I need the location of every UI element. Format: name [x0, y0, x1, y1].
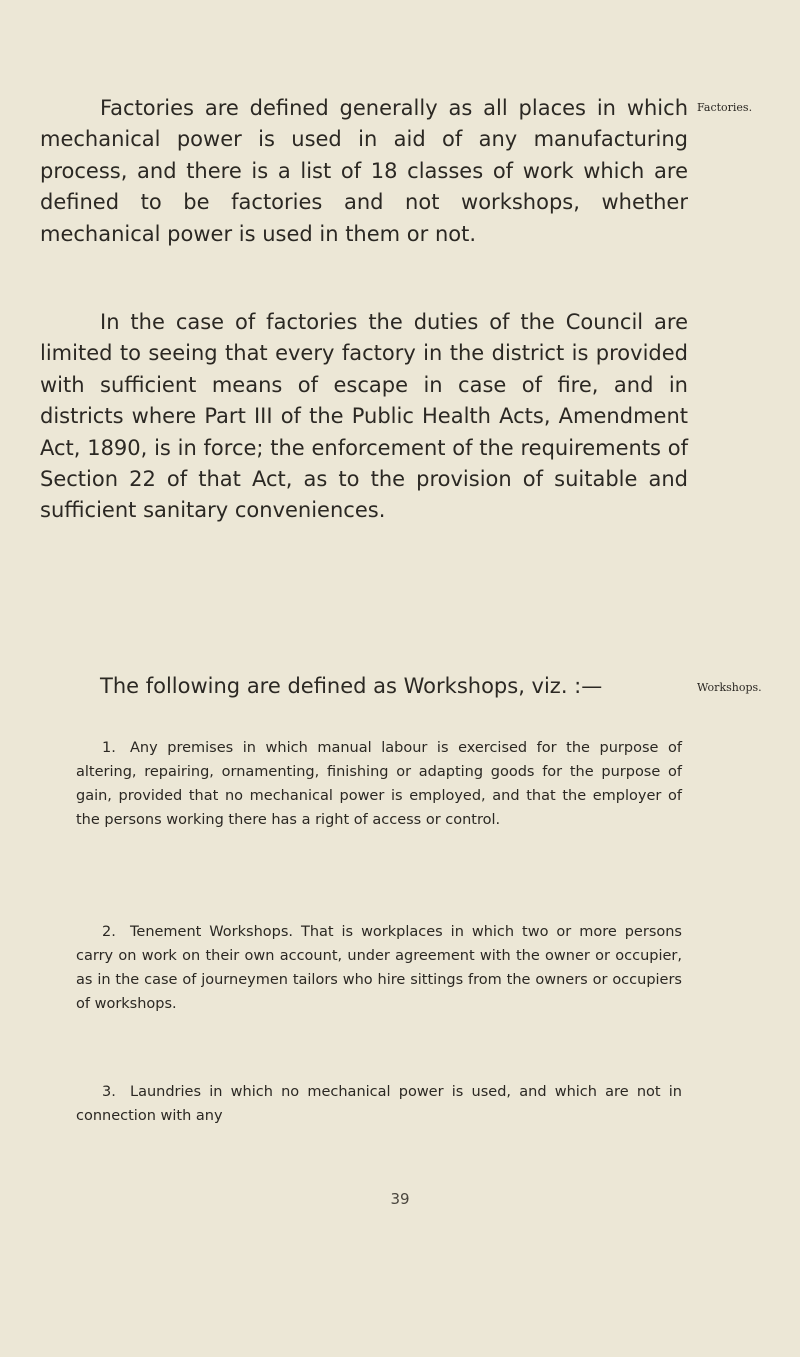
margin-note-workshops: Workshops. [697, 681, 762, 694]
item-text: Any premises in which manual labour is exercised for the purpose of altering, repairing, ornamenting, finishing or adapting goods for the purpose of gain, provided that no mechanical power is employed, and that the employer of the persons working there has a right of access or control. [76, 740, 682, 828]
paragraph-text: The following are defined as Workshops, viz. :— [100, 674, 603, 698]
paragraph-workshops-intro [40, 671, 688, 702]
item-text: Laundries in which no mechanical power is used, and which are not in connection with any [76, 1084, 682, 1124]
margin-note-factories: Factories. [697, 101, 753, 114]
workshop-list-item [76, 920, 682, 1016]
item-text: Tenement Workshops. That is workplaces in which two or more persons carry on work on their own account, under agreement with the owner or occupier, as in the case of journeymen tailors who hire sittings from the owners or occupiers of workshops. [76, 924, 682, 1012]
item-number: 3. [102, 1084, 116, 1100]
workshop-list-item [76, 1080, 682, 1128]
paragraph-text: Factories are defined generally as all places in which mechanical power is used in aid of any manufacturing process, and there is a list of 18 classes of work which are defined to be factories and not workshops, whether mechanical power is used in them or not. [40, 96, 688, 246]
paragraph-factories-definition [40, 93, 688, 250]
item-number: 1. [102, 740, 116, 756]
page-number: 39 [390, 1190, 410, 1208]
paragraph-council-duties [40, 307, 688, 527]
item-number: 2. [102, 924, 116, 940]
paragraph-text: In the case of factories the duties of the Council are limited to seeing that every factory in the district is provided with sufficient means of escape in case of fire, and in districts where Part III of the Public Health Acts, Amendment Act, 1890, is in force; the enforcement of the requirements of Section 22 of that Act, as to the provision of suitable and sufficient sanitary conveniences. [40, 310, 688, 523]
workshop-list-item [76, 736, 682, 832]
